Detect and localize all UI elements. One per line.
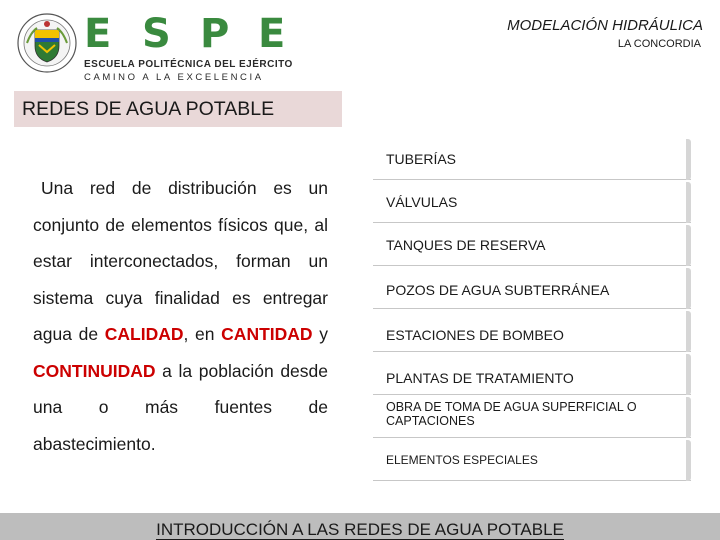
item-accent-bar: [686, 225, 691, 266]
brand-letter: E: [258, 11, 286, 57]
footer-label: INTRODUCCIÓN A LAS REDES DE AGUA POTABLE: [156, 520, 564, 539]
item-accent-bar: [686, 139, 691, 180]
list-item: [373, 438, 691, 481]
list-item: [373, 266, 691, 309]
item-accent-bar: [686, 397, 691, 438]
espe-crest-logo: [17, 12, 77, 74]
brand-subtitle: ESCUELA POLITÉCNICA DEL EJÉRCITO: [84, 59, 293, 70]
brand-letter: S: [142, 11, 171, 57]
list-item-label: OBRA DE TOMA DE AGUA SUPERFICIAL O CAPTACIONES: [386, 400, 637, 428]
item-accent-bar: [686, 268, 691, 309]
list-item: [373, 352, 691, 395]
elements-list: [373, 137, 691, 481]
list-item-label: ELEMENTOS ESPECIALES: [386, 453, 538, 467]
para-text-3: y: [312, 324, 328, 344]
footer-bar: [0, 513, 720, 540]
para-text-2: , en: [183, 324, 222, 344]
highlight-cantidad: CANTIDAD: [221, 324, 313, 344]
list-item-label: PLANTAS DE TRATAMIENTO: [386, 370, 574, 386]
item-accent-bar: [686, 182, 691, 223]
header-subtitle: LA CONCORDIA: [617, 38, 701, 50]
brand-tagline: CAMINO A LA EXCELENCIA: [84, 72, 264, 83]
para-text-1: Una red de distribución es un conjunto de elementos físicos que, al estar interconectados, forman un sistema cuya finalidad es entregar agua de: [33, 178, 328, 344]
para-text-4: a la población desde una o más fuentes de abastecimiento.: [33, 360, 328, 454]
list-item: [373, 180, 691, 223]
item-accent-bar: [686, 354, 691, 395]
list-item-label: TUBERÍAS: [386, 151, 457, 167]
brand-letters: [84, 11, 316, 57]
list-item-label: POZOS DE AGUA SUBTERRÁNEA: [386, 282, 610, 298]
header-title: MODELACIÓN HIDRÁULICA: [507, 17, 703, 34]
item-accent-bar: [686, 440, 691, 481]
highlight-calidad: CALIDAD: [104, 324, 184, 344]
list-item: [373, 309, 691, 352]
brand-letter: E: [84, 11, 112, 57]
highlight-continuidad: CONTINUIDAD: [33, 360, 156, 381]
brand-letter: P: [200, 11, 230, 57]
list-item-label: ESTACIONES DE BOMBEO: [386, 327, 564, 343]
list-item: [373, 395, 691, 438]
list-item-label: TANQUES DE RESERVA: [386, 237, 546, 253]
item-accent-bar: [686, 311, 691, 352]
section-label: [14, 91, 342, 127]
section-label-text: REDES DE AGUA POTABLE: [22, 97, 275, 120]
definition-paragraph: [33, 170, 328, 462]
list-item-label: VÁLVULAS: [386, 194, 458, 210]
list-item: [373, 223, 691, 266]
list-item: [373, 137, 691, 180]
brand-block: [84, 11, 316, 83]
